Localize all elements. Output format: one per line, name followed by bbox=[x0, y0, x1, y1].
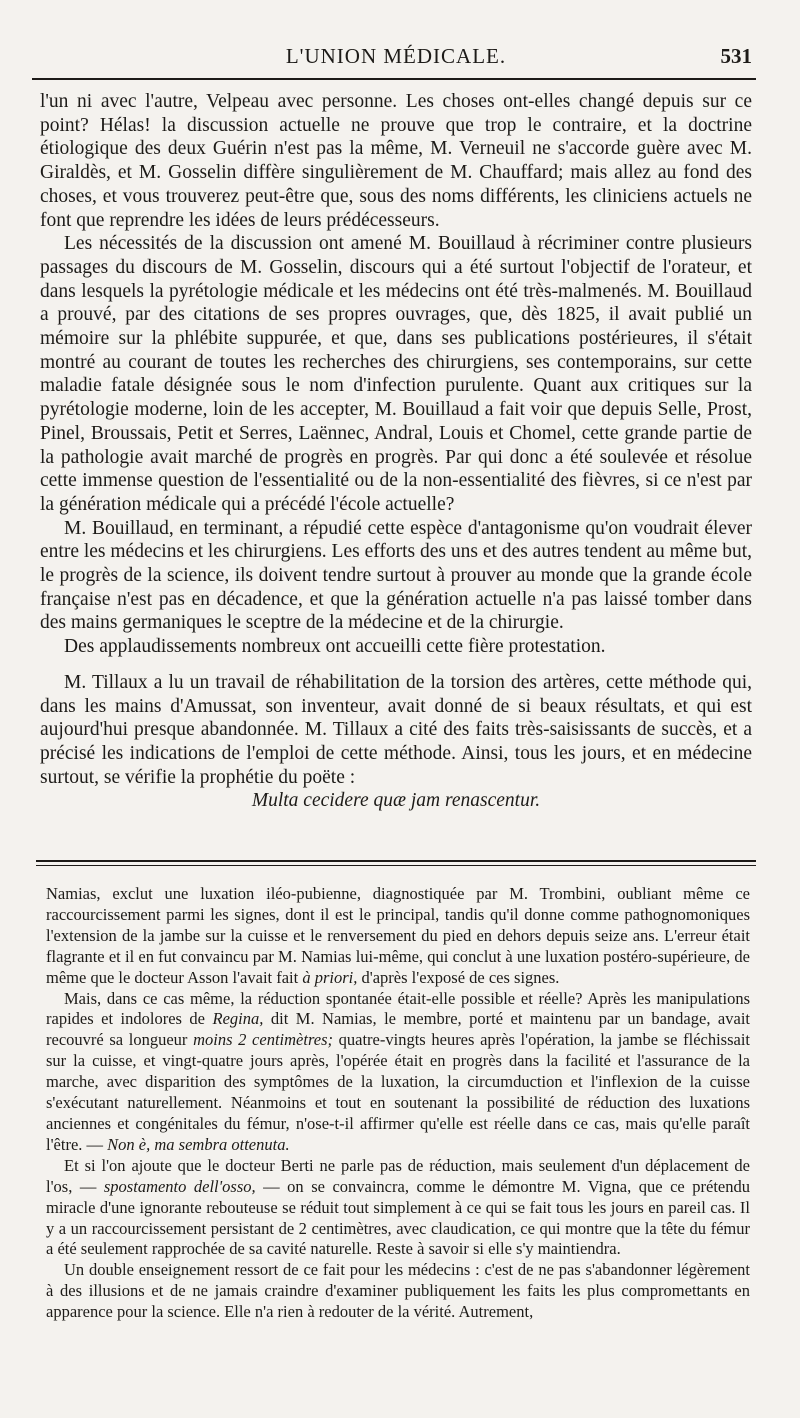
running-header bbox=[40, 44, 752, 74]
footnote-paragraph: Un double enseignement ressort de ce fait pour les médecins : c'est de ne pas s'abandonner légèrement à des illusions et de ne jamais craindre d'examiner publiquement les faits les plus compromettants en apparence pour la science. Elle n'a rien à redouter de la vérité. Autrement, bbox=[46, 1260, 750, 1322]
paragraph: M. Bouillaud, en terminant, a répudié cette espèce d'antagonisme qu'on voudrait élever entre les médecins et les chirurgiens. Les efforts des uns et des autres tendent au même but, le progrès de la science, ils doivent tendre surtout à prouver au monde que la grande école française n'est pas en décadence, et que la génération actuelle n'a pas laissé tomber dans des mains germaniques le sceptre de la médecine et de la chirurgie. bbox=[40, 517, 752, 634]
footnote-paragraph: Mais, dans ce cas même, la réduction spontanée était-elle possible et réelle? Après les manipulations rapides et indolores de Regina, dit M. Namias, le membre, porté et maintenu par un bandage, avait recouvré sa longueur moins 2 centimètres; quatre-vingts heures après l'opération, la jambe se fléchissait sur la cuisse, et vingt-quatre jours après, l'opérée était en progrès dans la facilité et l'assurance de la marche, avec disparition des symptômes de la luxation, la circumduction et l'inflexion de la cuisse s'exécutant naturellement. Néanmoins et tout en soutenant la possibilité de réduction des luxations anciennes et congénitales du fémur, n'ose-t-il affirmer qu'elle est réelle dans ce cas, mais qu'elle paraît l'être. — Non è, ma sembra ottenuta. bbox=[46, 988, 751, 1154]
paragraph: M. Tillaux a lu un travail de réhabilitation de la torsion des artères, cette méthode qui, dans les mains d'Amussat, son inventeur, avait donné de si beaux résultats, et qui est aujourd'hui presque abandonnée. M. Tillaux a cité des faits très-saisissants de succès, et a précisé les indications de l'emploi de cette méthode. Ainsi, tous les jours, et en médecine surtout, se vérifie la prophétie du poëte : bbox=[40, 671, 752, 788]
footnote-text bbox=[46, 884, 750, 1323]
main-text bbox=[40, 90, 752, 813]
footnote-paragraph: Namias, exclut une luxation iléo-pubienne, diagnostiquée par M. Trombini, oubliant même ce raccourcissement parmi les signes, dont il est le principal, tandis qu'il donne comme pathognomoniques l'extension de la jambe sur la cuisse et le renversement du pied en dehors depuis seize ans. L'erreur était flagrante et il en fut convaincu par M. Namias lui-même, qui conclut à une luxation postéro-supérieure, de même que le docteur Asson l'avait fait à priori, d'après l'exposé de ces signes. bbox=[46, 884, 750, 987]
paragraph: Les nécessités de la discussion ont amené M. Bouillaud à récriminer contre plusieurs passages du discours de M. Gosselin, discours qui a été surtout l'objectif de l'orateur, et dans lesquels la pyrétologie médicale et les médecins ont été très-malmenés. M. Bouillaud a prouvé, par des citations de ses propres ouvrages, que, dès 1825, il avait publié un mémoire sur la phlébite suppurée, et que, dans ses publications postérieures, il s'était montré au courant de toutes les recherches des chirurgiens, ses contemporains, sur cette maladie fatale désignée sous le nom d'infection purulente. Quant aux critiques sur la pyrétologie moderne, loin de les accepter, M. Bouillaud a fait voir que depuis Selle, Prost, Pinel, Broussais, Petit et Serres, Laënnec, Andral, Louis et Chomel, cette grande partie de la pathologie avait marché de progrès en progrès. Par qui donc a été soulevée et résolue cette immense question de l'essentialité ou de la non-essentialité des fièvres, si ce n'est par la génération médicale qui a précédé l'école actuelle? bbox=[40, 233, 752, 515]
header-rule bbox=[32, 78, 756, 80]
paragraph: l'un ni avec l'autre, Velpeau avec personne. Les choses ont-elles changé depuis sur ce point? Hélas! la discussion actuelle ne prouve que trop le contraire, et la doctrine étiologique des deux Guérin n'est pas la même, M. Verneuil ne s'accorde guère avec M. Giraldès, et M. Gosselin diffère singulièrement de M. Chauffard; mais allez au fond des choses, et vous trouverez peut-être que, sous des noms différents, les cliniciens actuels ne font que reprendre les idées de leurs prédécesseurs. bbox=[40, 91, 752, 231]
page-number: 531 bbox=[720, 44, 752, 68]
footnote-paragraph: Et si l'on ajoute que le docteur Berti ne parle pas de réduction, mais seulement d'un déplacement de l'os, — spostamento dell'osso, — on se convaincra, comme le démontre M. Vigna, que ce prétendu miracle d'une ignorante rebouteuse se réduit tout simplement à ce qui se fait tous les jours en pareil cas. Il y a un raccourcissement persistant de 2 centimètres, avec claudication, ce qui montre que la tête du fémur a été seulement rapprochée de sa cavité naturelle. Reste à savoir si elle s'y maintiendra. bbox=[46, 1155, 750, 1259]
latin-quote: Multa cecidere quæ jam renascentur. bbox=[251, 790, 541, 812]
journal-title: L'UNION MÉDICALE. bbox=[285, 44, 507, 68]
section-separator bbox=[36, 860, 756, 866]
paragraph: Des applaudissements nombreux ont accueilli cette fière protestation. bbox=[64, 636, 606, 658]
